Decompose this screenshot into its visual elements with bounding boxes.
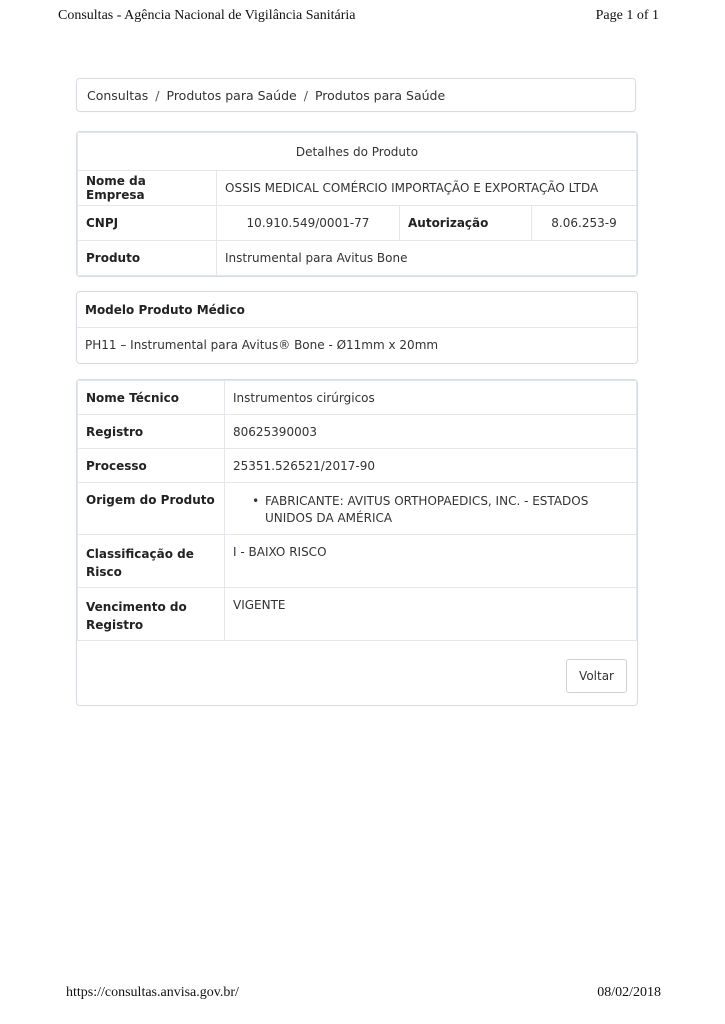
print-header-title: Consultas - Agência Nacional de Vigilância Sanitária (58, 8, 356, 23)
company-name-value: OSSIS MEDICAL COMÉRCIO IMPORTAÇÃO E EXPORTAÇÃO LTDA (217, 171, 637, 206)
actions (566, 659, 627, 693)
origem-label: Origem do Produto (78, 483, 225, 535)
breadcrumb-item-current: Produtos para Saúde (314, 87, 446, 103)
breadcrumb (76, 78, 636, 112)
origem-list (233, 493, 628, 527)
produto-value: Instrumental para Avitus Bone (217, 241, 637, 276)
breadcrumb-separator: / (155, 87, 160, 103)
registro-label: Registro (78, 415, 225, 449)
breadcrumb-separator: / (303, 87, 308, 103)
classificacao-label: Classificação de Risco (78, 535, 225, 588)
processo-value: 25351.526521/2017-90 (225, 449, 637, 483)
cnpj-value: 10.910.549/0001-77 (217, 206, 400, 241)
vencimento-value: VIGENTE (225, 588, 637, 641)
print-header-page: Page 1 of 1 (595, 8, 659, 23)
registro-value: 80625390003 (225, 415, 637, 449)
print-footer-url: https://consultas.anvisa.gov.br/ (66, 985, 239, 1000)
model-panel (76, 291, 638, 364)
technical-info-panel (76, 379, 638, 706)
company-name-label: Nome da Empresa (78, 171, 217, 206)
technical-info-table (77, 380, 637, 641)
breadcrumb-item-consultas[interactable]: Consultas (87, 87, 149, 103)
processo-label: Processo (78, 449, 225, 483)
vencimento-label: Vencimento do Registro (78, 588, 225, 641)
nome-tecnico-value: Instrumentos cirúrgicos (225, 381, 637, 415)
autorizacao-value: 8.06.253-9 (532, 206, 637, 241)
model-header: Modelo Produto Médico (77, 292, 637, 328)
product-details-title: Detalhes do Produto (78, 133, 637, 171)
cnpj-label: CNPJ (78, 206, 217, 241)
voltar-button[interactable]: Voltar (566, 659, 627, 693)
nome-tecnico-label: Nome Técnico (78, 381, 225, 415)
model-value: PH11 – Instrumental para Avitus® Bone - Ø11mm x 20mm (85, 338, 439, 352)
breadcrumb-item-produtos-saude[interactable]: Produtos para Saúde (166, 87, 297, 103)
print-footer-date: 08/02/2018 (597, 985, 661, 1000)
product-details-table (77, 132, 637, 276)
autorizacao-label: Autorização (400, 206, 532, 241)
classificacao-value: I - BAIXO RISCO (225, 535, 637, 588)
origem-cell (225, 483, 637, 535)
origem-list-item: • FABRICANTE: AVITUS ORTHOPAEDICS, INC. - ESTADOS UNIDOS DA AMÉRICA (263, 493, 628, 527)
produto-label: Produto (78, 241, 217, 276)
product-details-panel (76, 131, 638, 277)
